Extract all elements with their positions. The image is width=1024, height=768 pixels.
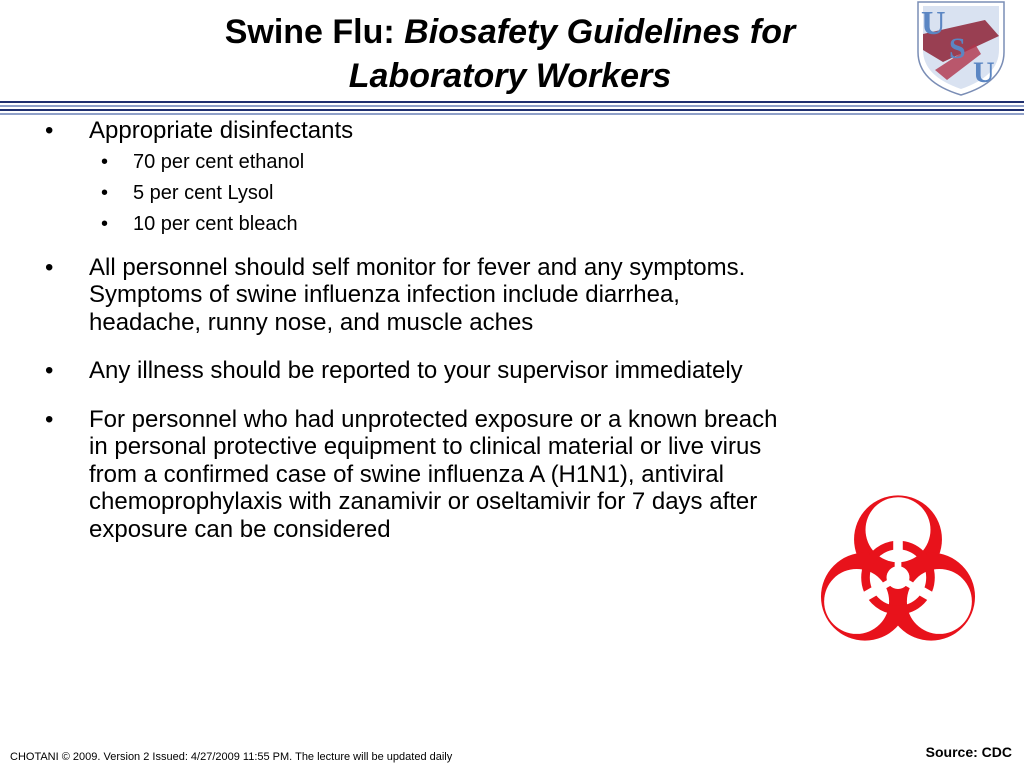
sub-bullet-text: 5 per cent Lysol (133, 181, 274, 204)
sub-bullet-text: 10 per cent bleach (133, 212, 298, 235)
title-italic-line-1: Biosafety Guidelines for (404, 13, 796, 51)
biohazard-icon (802, 482, 994, 654)
bullet-exposure (45, 406, 785, 544)
title-italic-line-2: Laboratory Workers (348, 57, 672, 95)
sub-bullet-text: 70 per cent ethanol (133, 150, 305, 173)
bullet-self-monitor-text: All personnel should self monitor for fever and any symptoms. Symptoms of swine influenza infection include diarrhea, headache, runny nose, and muscle aches (89, 253, 746, 336)
usu-shield-logo-icon (915, 0, 1007, 96)
sub-bullet-marker: • (101, 212, 109, 235)
bullet-disinfectants (45, 117, 785, 240)
slide-title (120, 10, 900, 98)
sub-bullet-bleach (89, 209, 785, 240)
logo-letter-s: S (949, 32, 966, 65)
source-credit: Source: CDC (925, 744, 1012, 760)
bullet-marker: • (45, 253, 54, 281)
title-line-1 (120, 10, 900, 54)
bullet-marker: • (45, 405, 54, 433)
sub-bullet-lysol (89, 178, 785, 209)
disinfectant-sublist (45, 147, 785, 240)
sub-bullet-marker: • (101, 150, 109, 173)
bullet-list (45, 117, 785, 564)
bullet-disinfectants-text: Appropriate disinfectants (89, 117, 354, 144)
footer-copyright: CHOTANI © 2009. Version 2 Issued: 4/27/2009 11:55 PM. The lecture will be updated daily (10, 751, 453, 763)
bullet-report-illness-text: Any illness should be reported to your supervisor immediately (89, 357, 743, 384)
title-prefix: Swine Flu: (224, 13, 405, 51)
title-divider (0, 101, 1024, 117)
bullet-marker: • (45, 357, 54, 384)
logo-letter-u2: U (973, 56, 995, 89)
bullet-self-monitor (45, 254, 785, 337)
sub-bullet-ethanol (89, 147, 785, 178)
bullet-exposure-text: For personnel who had unprotected exposure or a known breach in personal protective equipment to clinical material or live virus from a confirmed case of swine influenza A (H1N1), antiviral chemoprophylaxis with zanamivir or oseltamivir for 7 days after exposure can be considered (89, 405, 778, 543)
bullet-marker: • (45, 117, 54, 144)
logo-letter-u1: U (921, 5, 946, 42)
sub-bullet-marker: • (101, 181, 109, 204)
bullet-report-illness (45, 357, 785, 385)
